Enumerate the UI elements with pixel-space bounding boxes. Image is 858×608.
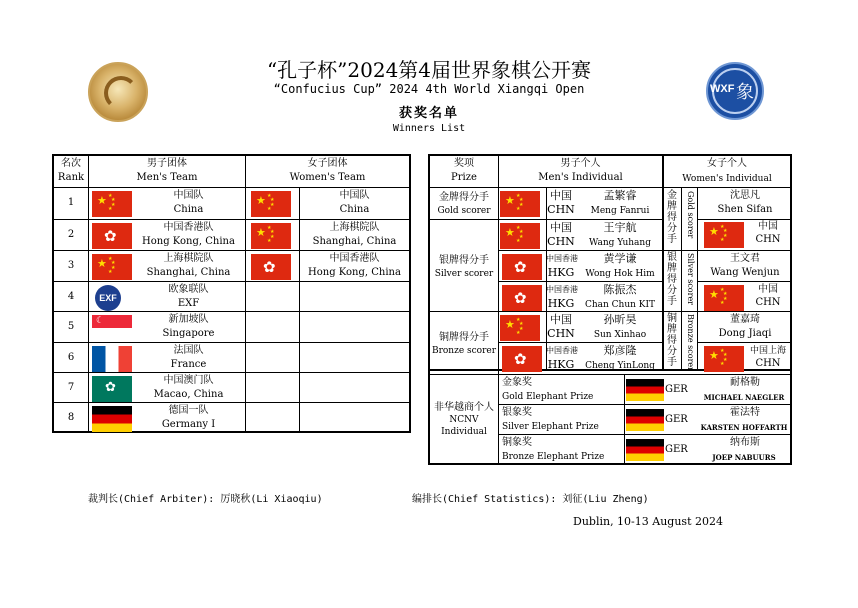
men-team-name-en: EXF bbox=[177, 298, 200, 309]
men-team-name-cn: 中国澳门队 bbox=[163, 375, 214, 386]
women-team-name-en: China bbox=[339, 204, 370, 215]
men-team-flag-icon: ★ ★ ★ ★ ★ bbox=[92, 191, 132, 217]
women-indiv-flag-icon: ★ ★ ★ ★ ★ bbox=[704, 346, 744, 372]
men-indiv-code: HKG bbox=[547, 297, 575, 310]
ncnv-name-cn: 霍法特 bbox=[730, 407, 760, 418]
men-indiv-name-en: Cheng YinLong bbox=[585, 361, 655, 371]
title-en: “Confucius Cup” 2024 4th World Xiangqi Open bbox=[273, 82, 585, 96]
men-indiv-flag-icon: ✿ bbox=[502, 254, 542, 280]
men-indiv-name-en: Sun Xinhao bbox=[593, 330, 647, 340]
men-indiv-code: HKG bbox=[547, 266, 575, 279]
men-team-name-en: Singapore bbox=[162, 328, 215, 339]
prize-header-cn: 奖项 bbox=[454, 158, 474, 169]
ncnv-code: GER bbox=[665, 384, 688, 395]
women-team-name-en: Shanghai, China bbox=[312, 236, 397, 247]
ncnv-name-cn: 耐格勒 bbox=[730, 377, 760, 388]
chief-arbiter: 裁判长(Chief Arbiter): 厉晓秋(Li Xiaoqiu) bbox=[88, 494, 323, 505]
silver-vertical-cn: 银 牌 得 分 手 bbox=[667, 252, 677, 307]
rank-header-cn: 名次 bbox=[61, 158, 81, 169]
men-indiv-region-cn: 中国香港 bbox=[546, 285, 578, 294]
ncnv-flag-icon bbox=[626, 379, 664, 401]
men-indiv-flag-icon: ★ ★ ★ ★ ★ bbox=[500, 315, 540, 341]
women-team-header-en: Women's Team bbox=[289, 172, 366, 183]
women-indiv-region-cn: 中国 bbox=[758, 221, 778, 232]
team-rank: 1 bbox=[67, 197, 75, 208]
men-team-name-cn: 中国队 bbox=[173, 190, 204, 201]
men-indiv-name-cn: 郑彦隆 bbox=[603, 344, 637, 357]
men-indiv-flag-icon: ★ ★ ★ ★ ★ bbox=[500, 191, 540, 217]
men-team-name-en: China bbox=[173, 204, 204, 215]
men-team-header-cn: 男子团体 bbox=[147, 158, 187, 169]
women-indiv-name-en: Shen Sifan bbox=[717, 204, 773, 215]
men-indiv-header-cn: 男子个人 bbox=[560, 158, 601, 169]
women-indiv-name-en: Wang Wenjun bbox=[710, 267, 780, 278]
women-team-header-cn: 女子团体 bbox=[307, 158, 348, 169]
ncnv-award-title-en: Gold Elephant Prize bbox=[502, 392, 594, 402]
women-team-name-en: Hong Kong, China bbox=[308, 267, 401, 278]
ncnv-name-en: JOEP NABUURS bbox=[712, 453, 776, 462]
men-team-name-cn: 中国香港队 bbox=[163, 222, 214, 233]
men-team-flag-icon: ✿ bbox=[92, 223, 132, 249]
men-indiv-code: CHN bbox=[547, 203, 575, 216]
women-team-flag-icon: ★ ★ ★ ★ ★ bbox=[251, 191, 291, 217]
ncnv-label-en: Individual bbox=[441, 427, 487, 437]
women-team-name-cn: 上海棋院队 bbox=[329, 222, 380, 233]
women-team-flag-icon: ✿ bbox=[251, 254, 291, 280]
men-indiv-name-en: Wang Yuhang bbox=[589, 238, 651, 248]
women-team-name-cn: 中国队 bbox=[339, 190, 370, 201]
men-team-name-en: France bbox=[170, 359, 207, 370]
bronze-prize-en: Bronze scorer bbox=[431, 346, 497, 356]
team-rank: 6 bbox=[67, 352, 75, 363]
ncnv-code: GER bbox=[665, 414, 688, 425]
ncnv-flag-icon bbox=[626, 439, 664, 461]
women-indiv-code: CHN bbox=[755, 297, 781, 308]
wxf-logo: WXF 象 bbox=[706, 62, 764, 120]
men-team-name-en: Hong Kong, China bbox=[142, 236, 235, 247]
men-indiv-flag-icon: ✿ bbox=[502, 346, 542, 372]
men-team-name-en: Shanghai, China bbox=[146, 267, 231, 278]
team-rank: 2 bbox=[67, 229, 75, 240]
men-team-name-cn: 法国队 bbox=[173, 345, 204, 356]
men-indiv-name-cn: 黄学谦 bbox=[603, 252, 637, 265]
men-team-flag-icon: ✿ bbox=[92, 376, 132, 402]
chief-statistics: 编排长(Chief Statistics): 刘征(Liu Zheng) bbox=[412, 494, 649, 505]
team-rank: 8 bbox=[67, 412, 75, 423]
women-indiv-flag-icon: ★ ★ ★ ★ ★ bbox=[704, 285, 744, 311]
ncnv-name-en: KARSTEN HOFFARTH bbox=[700, 423, 788, 432]
gold-vertical-en: Gold scorer bbox=[686, 191, 695, 239]
men-indiv-region-cn: 中国香港 bbox=[546, 346, 578, 355]
men-team-name-cn: 德国一队 bbox=[168, 405, 209, 416]
women-indiv-header-en: Women's Individual bbox=[682, 174, 772, 184]
men-indiv-name-en: Meng Fanrui bbox=[590, 206, 650, 216]
men-indiv-name-cn: 孙昕昊 bbox=[603, 313, 637, 326]
men-team-name-en: Macao, China bbox=[153, 389, 224, 400]
men-indiv-name-en: Wong Hok Him bbox=[585, 269, 655, 279]
ncnv-name-en: MICHAEL NAEGLER bbox=[703, 393, 785, 402]
ncnv-label-abbr: NCNV bbox=[449, 415, 479, 425]
women-indiv-region-cn: 中国上海 bbox=[749, 346, 786, 356]
men-team-flag-icon bbox=[92, 406, 132, 432]
men-indiv-name-en: Chan Chun KIT bbox=[584, 300, 656, 310]
women-indiv-code: CHN bbox=[755, 358, 781, 369]
team-rank: 4 bbox=[67, 291, 75, 302]
ncnv-award-title-cn: 银象奖 bbox=[502, 407, 532, 418]
team-rank: 3 bbox=[67, 260, 75, 271]
women-indiv-name-cn: 董嘉琦 bbox=[730, 314, 760, 325]
women-indiv-header-cn: 女子个人 bbox=[707, 158, 747, 169]
gold-prize-cn: 金牌得分手 bbox=[439, 192, 489, 203]
men-indiv-name-cn: 孟繁睿 bbox=[603, 189, 637, 202]
women-team-flag-icon: ★ ★ ★ ★ ★ bbox=[251, 223, 291, 249]
silver-prize-en: Silver scorer bbox=[434, 269, 494, 279]
men-team-header-en: Men's Team bbox=[136, 172, 198, 183]
men-indiv-header-en: Men's Individual bbox=[538, 172, 623, 183]
men-team-flag-icon: ★ ★ ★ ★ ★ bbox=[92, 254, 132, 280]
women-indiv-region-cn: 中国 bbox=[758, 284, 778, 295]
women-indiv-code: CHN bbox=[755, 234, 781, 245]
men-team-name-cn: 欧象联队 bbox=[168, 284, 209, 295]
ncnv-award-title-en: Silver Elephant Prize bbox=[502, 422, 599, 432]
prize-header-en: Prize bbox=[451, 172, 477, 183]
women-indiv-name-cn: 王文君 bbox=[730, 253, 760, 264]
rank-header-en: Rank bbox=[57, 172, 85, 183]
men-indiv-code: CHN bbox=[547, 327, 575, 340]
men-team-name-cn: 新加坡队 bbox=[168, 314, 209, 325]
ncnv-award-title-cn: 金象奖 bbox=[502, 377, 532, 388]
men-indiv-code: CHN bbox=[547, 235, 575, 248]
women-indiv-name-cn: 沈思凡 bbox=[730, 190, 760, 201]
ncnv-label-cn: 非华越商个人 bbox=[434, 402, 494, 413]
ncnv-flag-icon bbox=[626, 409, 664, 431]
women-indiv-flag-icon: ★ ★ ★ ★ ★ bbox=[704, 222, 744, 248]
subtitle-en: Winners List bbox=[392, 123, 466, 134]
gold-prize-en: Gold scorer bbox=[437, 206, 491, 216]
men-team-name-cn: 上海棋院队 bbox=[163, 253, 214, 264]
gold-vertical-cn: 金 牌 得 分 手 bbox=[667, 190, 677, 245]
men-indiv-code: HKG bbox=[547, 358, 575, 371]
ncnv-award-title-en: Bronze Elephant Prize bbox=[502, 452, 605, 462]
place-date: Dublin, 10-13 August 2024 bbox=[573, 515, 723, 528]
women-team-name-cn: 中国香港队 bbox=[329, 253, 380, 264]
ncnv-name-cn: 纳布斯 bbox=[730, 437, 760, 448]
men-indiv-flag-icon: ★ ★ ★ ★ ★ bbox=[500, 223, 540, 249]
ncnv-award-title-cn: 铜象奖 bbox=[502, 437, 532, 448]
men-team-flag-icon bbox=[92, 346, 132, 372]
bronze-prize-cn: 铜牌得分手 bbox=[439, 332, 489, 343]
men-indiv-region-cn: 中国 bbox=[550, 313, 572, 326]
silver-prize-cn: 银牌得分手 bbox=[439, 255, 489, 266]
ncnv-code: GER bbox=[665, 444, 688, 455]
silver-vertical-en: Silver scorer bbox=[686, 253, 695, 306]
men-indiv-region-cn: 中国 bbox=[550, 221, 572, 234]
team-rank: 7 bbox=[67, 382, 75, 393]
team-rank: 5 bbox=[67, 321, 75, 332]
men-indiv-flag-icon: ✿ bbox=[502, 285, 542, 311]
title-cn: “孔子杯”2024第4届世界象棋公开赛 bbox=[266, 58, 592, 82]
subtitle-cn: 获奖名单 bbox=[398, 106, 459, 121]
men-team-name-en: Germany I bbox=[161, 419, 216, 430]
bronze-vertical-en: Bronze scorer bbox=[686, 314, 695, 371]
men-indiv-region-cn: 中国香港 bbox=[546, 254, 578, 263]
men-indiv-name-cn: 王宇航 bbox=[603, 221, 637, 234]
men-indiv-name-cn: 陈振杰 bbox=[603, 283, 637, 296]
women-indiv-name-en: Dong Jiaqi bbox=[718, 328, 772, 339]
bronze-vertical-cn: 铜 牌 得 分 手 bbox=[667, 313, 677, 368]
men-indiv-region-cn: 中国 bbox=[550, 189, 572, 202]
men-team-flag-icon: ☾ bbox=[92, 315, 132, 341]
men-team-flag-icon: EXF bbox=[92, 285, 132, 311]
